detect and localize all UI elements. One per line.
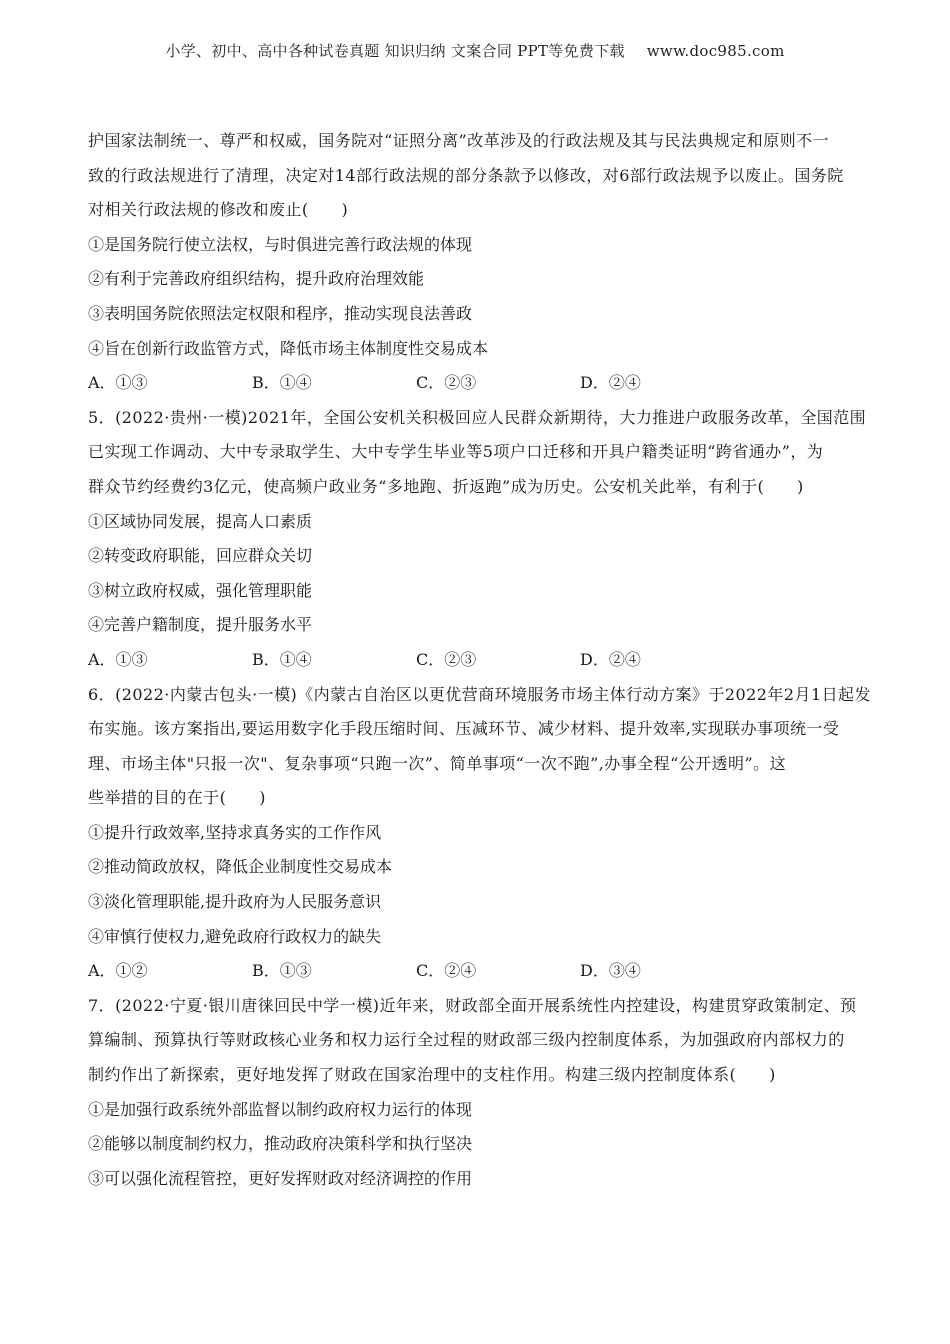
option-c: C．②③	[416, 373, 477, 393]
question-stem-line: 理、市场主体"只报一次"、复杂事项“只跑一次”、简单事项“一次不跑”,办事全程“公开透明”。这	[88, 753, 787, 773]
question-block	[88, 401, 868, 678]
question-stem-line: 5．(2022·贵州·一模)2021年，全国公安机关积极回应人民群众新期待，大力推进户政服务改革，全国范围	[88, 407, 867, 427]
answer-options	[88, 643, 868, 678]
option-b: B．①④	[252, 649, 312, 669]
statement-item: ②转变政府职能，回应群众关切	[88, 546, 313, 566]
header-text: 小学、初中、高中各种试卷真题 知识归纳 文案合同 PPT等免费下载	[165, 42, 625, 60]
option-d: D．③④	[580, 961, 641, 981]
answer-options	[88, 954, 868, 989]
statement-item: ④旨在创新行政监管方式，降低市场主体制度性交易成本	[88, 338, 489, 358]
question-stem-line: 6．(2022·内蒙古包头·一模)《内蒙古自治区以更优营商环境服务市场主体行动方案》于2022年2月1日起发	[88, 684, 871, 704]
option-d: D．②④	[580, 373, 641, 393]
page-header	[0, 40, 950, 61]
option-d: D．②④	[580, 649, 641, 669]
statement-item: ③可以强化流程管控，更好发挥财政对经济调控的作用	[88, 1168, 473, 1188]
question-stem-line: 群众节约经费约3亿元，使高频户政业务“多地跑、折返跑”成为历史。公安机关此举，有利于( )	[88, 476, 804, 496]
option-b: B．①③	[252, 961, 312, 981]
question-stem-line: 对相关行政法规的修改和废止( )	[88, 200, 349, 220]
statement-item: ④完善户籍制度，提升服务水平	[88, 615, 313, 635]
statement-item: ①提升行政效率,坚持求真务实的工作作风	[88, 822, 382, 842]
statement-item: ①是加强行政系统外部监督以制约政府权力运行的体现	[88, 1099, 473, 1119]
question-stem-line: 致的行政法规进行了清理，决定对14部行政法规的部分条款予以修改，对6部行政法规予以废止。国务院	[88, 165, 844, 185]
statement-item: ④审慎行使权力,避免政府行政权力的缺失	[88, 926, 382, 946]
statement-item: ③表明国务院依照法定权限和程序，推动实现良法善政	[88, 303, 473, 323]
option-a: A．①③	[88, 649, 148, 669]
statement-item: ①是国务院行使立法权，与时俱进完善行政法规的体现	[88, 234, 473, 254]
statement-item: ②推动简政放权，降低企业制度性交易成本	[88, 857, 393, 877]
answer-options	[88, 366, 868, 401]
question-list	[88, 124, 871, 1196]
statement-item: ②能够以制度制约权力，推动政府决策科学和执行坚决	[88, 1134, 473, 1154]
option-c: C．②③	[416, 649, 477, 669]
option-a: A．①③	[88, 373, 148, 393]
statement-item: ③树立政府权威，强化管理职能	[88, 580, 313, 600]
statement-item: ①区域协同发展，提高人口素质	[88, 511, 313, 531]
question-block	[88, 124, 868, 401]
question-block	[88, 678, 871, 989]
header-site: www.doc985.com	[646, 42, 785, 60]
statement-item: ③淡化管理职能,提升政府为人民服务意识	[88, 892, 382, 912]
question-block	[88, 989, 868, 1197]
statement-item: ②有利于完善政府组织结构，提升政府治理效能	[88, 269, 425, 289]
question-stem-line: 制约作出了新探索，更好地发挥了财政在国家治理中的支柱作用。构建三级内控制度体系( )	[88, 1065, 776, 1085]
option-a: A．①②	[88, 961, 148, 981]
option-b: B．①④	[252, 373, 312, 393]
question-stem-line: 护国家法制统一、尊严和权威，国务院对“证照分离”改革涉及的行政法规及其与民法典规定和原则不一	[88, 131, 830, 150]
question-stem-line: 些举措的目的在于( )	[88, 788, 266, 808]
question-stem-line: 7．(2022·宁夏·银川唐徕回民中学一模)近年来，财政部全面开展系统性内控建设，构建贯穿政策制定、预	[88, 995, 857, 1015]
option-c: C．②④	[416, 961, 477, 981]
question-stem-line: 布实施。该方案指出,要运用数字化手段压缩时间、压减环节、减少材料、提升效率,实现联办事项统一受	[88, 719, 840, 739]
question-stem-line: 算编制、预算执行等财政核心业务和权力运行全过程的财政部三级内控制度体系，为加强政府内部权力的	[88, 1030, 845, 1050]
question-stem-line: 已实现工作调动、大中专录取学生、大中专学生毕业等5项户口迁移和开具户籍类证明“跨省通办”，为	[88, 442, 824, 462]
